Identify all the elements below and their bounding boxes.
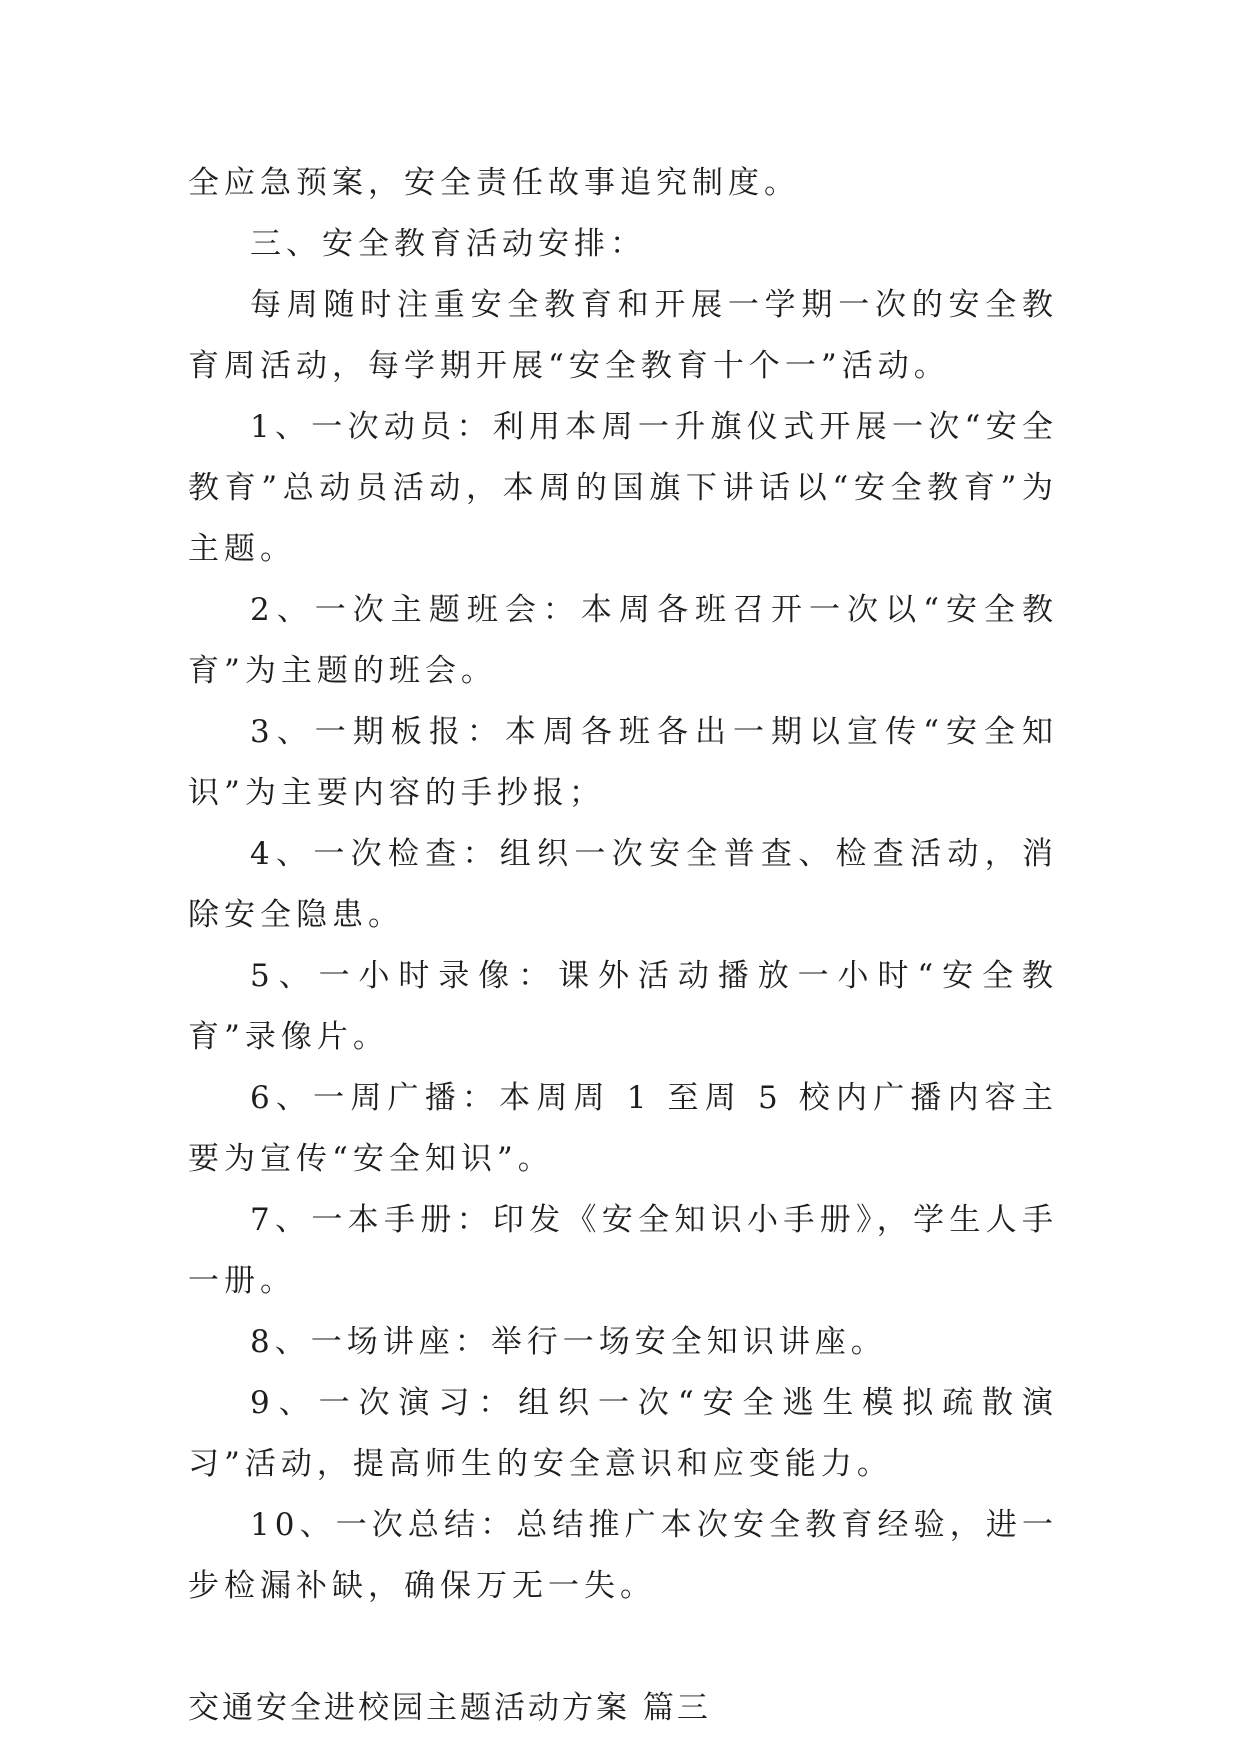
list-item-2: 2、一次主题班会：本周各班召开一次以“安全教育”为主题的班会。: [188, 592, 1058, 689]
list-item-8: 8、一场讲座：举行一场安全知识讲座。: [250, 1324, 887, 1360]
next-section-title: 交通安全进校园主题活动方案 篇三: [188, 1690, 711, 1726]
list-item-6: 6、一周广播：本周周 1 至周 5 校内广播内容主要为宣传“安全知识”。: [188, 1080, 1058, 1177]
document-body: [188, 153, 1058, 1739]
list-item-7: 7、一本手册：印发《安全知识小手册》，学生人手一册。: [188, 1202, 1058, 1299]
list-item-1: 1、一次动员：利用本周一升旗仪式开展一次“安全教育”总动员活动，本周的国旗下讲话以“安全教育”为主题。: [188, 409, 1058, 567]
section-heading-activities: 三、安全教育活动安排：: [250, 226, 646, 262]
section-spacer: [188, 1617, 1058, 1678]
paragraph-1: 全应急预案，安全责任故事追究制度。: [188, 165, 800, 201]
list-item-10: 10、一次总结：总结推广本次安全教育经验，进一步检漏补缺，确保万无一失。: [188, 1507, 1058, 1604]
list-item-4: 4、一次检查：组织一次安全普查、检查活动，消除安全隐患。: [188, 836, 1058, 933]
list-item-9: 9、一次演习：组织一次“安全逃生模拟疏散演习”活动，提高师生的安全意识和应变能力。: [188, 1385, 1058, 1482]
list-item-5: 5、一小时录像：课外活动播放一小时“安全教育”录像片。: [188, 958, 1058, 1055]
paragraph-intro: 每周随时注重安全教育和开展一学期一次的安全教育周活动，每学期开展“安全教育十个一”活动。: [188, 287, 1058, 384]
list-item-3: 3、一期板报：本周各班各出一期以宣传“安全知识”为主要内容的手抄报；: [188, 714, 1058, 811]
